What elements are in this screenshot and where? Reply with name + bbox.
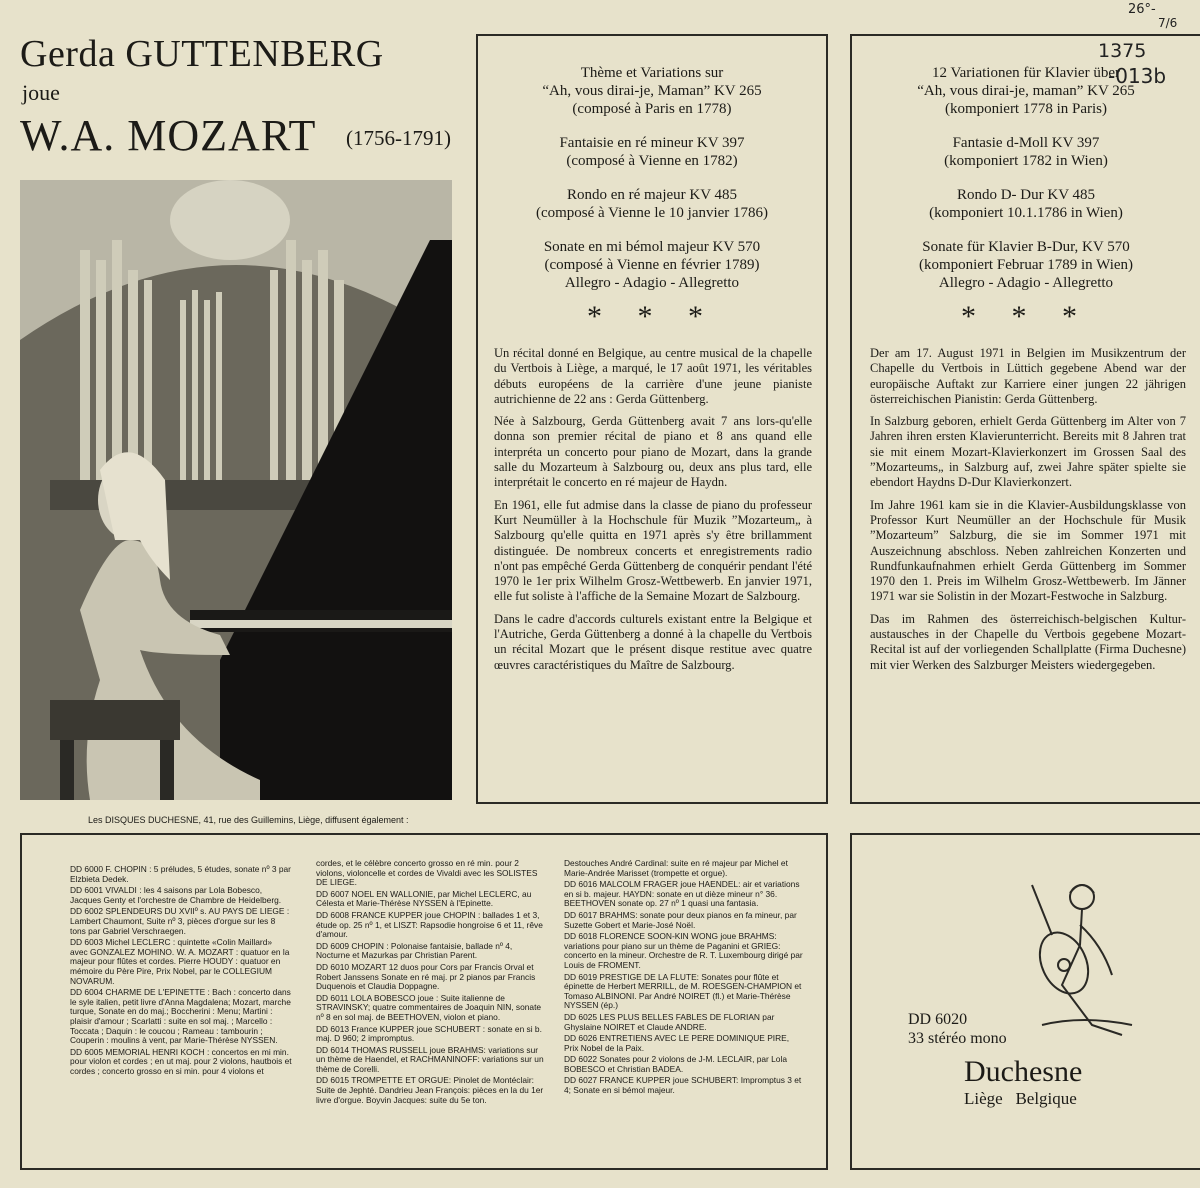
guitar-player-illustration — [1022, 875, 1142, 1045]
piece-title: Fantaisie en ré mineur KV 397 — [559, 135, 745, 151]
piece-date: (komponiert Februar 1789 in Wien) — [918, 257, 1134, 273]
piece-title: Sonate für Klavier B-Dur, KV 570 — [922, 239, 1130, 255]
catalog-entry: DD 6018 FLORENCE SOON-KIN WONG joue BRAHMS: variations pour piano sur un thème de Paganini et GRIEG: concerto en la mineur. Orchestre de R. T. Luxembourg dirigé par Louis de FROMENT. — [564, 931, 803, 970]
piece-title: 12 Variationen für Klavier über — [932, 65, 1120, 81]
catalog-column-1 — [70, 865, 292, 1078]
french-piece-1 — [492, 64, 812, 118]
catalog-entry: DD 6013 France KUPPER joue SCHUBERT : sonate en si b. maj. D 960; 2 impromptus. — [316, 1023, 542, 1044]
french-paragraph-4: Dans le cadre d'accords culturels existant entre la Belgique et l'Autriche, Gerda Güttenberg a donné à la chapelle du Vertbois un récital Mozart que le présent disque restitue avec quatre œuvres caractéristiques du Maître de Salzbourg. — [494, 611, 812, 672]
german-piece-4 — [866, 238, 1186, 292]
german-paragraph-2: In Salzburg geboren, erhielt Gerda Güttenberg im Alter von 7 Jahren ihren ersten Klavierunterricht. Bereits mit 8 Jahren trat sie mit einem Mozart-Klavierkonzert im Grossen Saal des ”Mozarteums„ in Salzburg auf, zwei Jahre später spielte sie ebendort Haydns D-Dur Klavierkonzert. — [870, 414, 1186, 490]
label-box — [850, 833, 1200, 1170]
stars-divider: * * * — [587, 300, 717, 333]
composer-name: W.A. MOZART — [20, 111, 317, 160]
french-piece-2 — [492, 134, 812, 170]
catalog-entry: Destouches André Cardinal: suite en ré majeur par Michel et Marie-Andrée Marisset (trompette et orgue). — [564, 858, 788, 878]
piece-subtitle: “Ah, vous dirai-je, Maman” KV 265 — [542, 83, 762, 99]
brand-location: Liège Belgique — [964, 1089, 1077, 1108]
piece-title: Thème et Variations sur — [580, 65, 724, 81]
piece-date: (composé à Paris en 1778) — [572, 101, 732, 117]
piece-title: Fantasie d-Moll KV 397 — [952, 135, 1100, 151]
catalog-entry: DD 6000 F. CHOPIN : 5 préludes, 5 études, sonate nº 3 par Elzbieta Dedek. — [70, 864, 291, 884]
catalog-entry: DD 6002 SPLENDEURS DU XVIIº s. AU PAYS DE LIEGE : Lambert Chaumont, Suite nº 3, pièces d'orgue sur les 8 tons par Gabriel Verschraegen. — [70, 906, 290, 936]
piece-movements: Allegro - Adagio - Allegretto — [564, 275, 740, 291]
catalog-entry: DD 6009 CHOPIN : Polonaise fantaisie, ballade nº 4, Nocturne et Mazurkas par Christian Parent. — [316, 940, 513, 961]
german-piece-3 — [866, 186, 1186, 222]
catalog-entry: DD 6015 TROMPETTE ET ORGUE: Pinolet de Montéclair: Suite de Jephté. Dandrieu Jean François: pièces en la du 1er livre d'orgue. Boyvin Jacques: suite du 5e ton. — [316, 1075, 544, 1105]
piece-title: Sonate en mi bémol majeur KV 570 — [543, 239, 761, 255]
catalog-entry: DD 6025 LES PLUS BELLES FABLES DE FLORIAN par Ghyslaine NOIRET et Claude ANDRE. — [564, 1011, 775, 1032]
french-paragraph-3: En 1961, elle fut admise dans la classe de piano du professeur Kurt Neumüller à la Hochschule für Muzik ”Mozarteum„ à Salzbourg qu'elle quitta en 1971 après s'y être brillamment distinguée. De nombreux concerts et enregistrements radio n'ont pas empêché Gerda Güttenberg de conquérir pendant l'été 1970 le 1er prix Wilhelm Grosz-Wettbewerb. En janvier 1971, elle fut soliste à l'affiche de la Semaine Mozart de Salzbourg. — [494, 497, 812, 604]
catalog-entry: DD 6010 MOZART 12 duos pour Cors par Francis Orval et Robert Janssens Sonate en ré maj. pr 2 pianos par Francis Duquenois et Claudia Doppagne. — [316, 961, 536, 992]
catalog-entry: DD 6008 FRANCE KUPPER joue CHOPIN : ballades 1 et 3, étude op. 25 nº 1, et LISZT: Rapsodie hongroise 6 et 11, rêve d'amour. — [316, 909, 543, 940]
german-notes-box — [850, 34, 1200, 804]
piece-date: (composé à Vienne en février 1789) — [544, 257, 760, 273]
piece-date: (komponiert 1778 in Paris) — [944, 101, 1108, 117]
piece-date: (komponiert 1782 in Wien) — [944, 153, 1108, 169]
handwritten-note-c: 1375 — [1098, 40, 1147, 62]
piece-movements: Allegro - Adagio - Allegretto — [938, 275, 1114, 291]
catalog-entry: DD 6019 PRESTIGE DE LA FLUTE: Sonates pour flûte et épinette de Herbert MERRILL, de M. ROESGEN-CHAMPION et Tomaso ALBINONI. Par André NOIRET (fl.) et Marie-Thérèse NYSSEN (ép.) — [564, 971, 802, 1011]
catalog-column-2 — [316, 859, 546, 1107]
piece-title: Rondo en ré majeur KV 485 — [566, 187, 738, 203]
composer-dates: (1756-1791) — [346, 126, 451, 150]
piece-subtitle: “Ah, vous dirai-je, maman” KV 265 — [917, 83, 1135, 99]
catalog-entry: DD 6014 THOMAS RUSSELL joue BRAHMS: variations sur un thème de Haendel, et RACHMANINOFF: variations sur un thème de Corelli. — [316, 1044, 544, 1074]
handwritten-note-d: -013b — [1108, 64, 1167, 88]
catalog-entry: DD 6027 FRANCE KUPPER joue SCHUBERT: Impromptus 3 et 4; Sonate en si bémol majeur. — [564, 1075, 802, 1096]
catalog-entry: DD 6017 BRAHMS: sonate pour deux pianos en fa mineur, par Suzette Gobert et Marie-José Noël. — [564, 909, 797, 930]
piece-date: (komponiert 10.1.1786 in Wien) — [929, 205, 1123, 221]
piece-title: Rondo D- Dur KV 485 — [956, 187, 1096, 203]
handwritten-note-b: 7/6 — [1158, 16, 1178, 30]
catalog-entry: DD 6003 Michel LECLERC : quintette «Colin Maillard» avec GONZALEZ MOHINO. W. A. MOZART : quatuor en la majeur pour flûtes et cordes. Pierre HOUDY : quatuor en mémoire du Père Pire, Prix Nobel, par le COLLEGIUM NOVARUM. — [70, 937, 290, 986]
piece-date: (composé à Vienne le 10 janvier 1786) — [535, 205, 769, 221]
german-paragraph-1: Der am 17. August 1971 in Belgien im Musikzentrum der Chapelle du Vertbois in Lüttich gegebene Abend war der europäische Auftakt zur Karriere einer jungen 22 jährigen österreichischen Pianistin: Gerda Güttenberg. — [870, 346, 1186, 406]
format-text: 33 stéréo mono — [908, 1030, 1007, 1047]
catalog-entry: DD 6016 MALCOLM FRAGER joue HAENDEL: air et variations en si b. majeur. HAYDN: sonate en ut dièze mineur n° 36. BEETHOVEN sonate op. 27 nº 1 quasi una fantasia. — [564, 879, 800, 909]
catalog-number: DD 6020 — [908, 1011, 968, 1028]
pianist-photo — [20, 180, 452, 800]
catalog-box — [20, 833, 828, 1170]
german-piece-2 — [866, 134, 1186, 170]
stars-divider: * * * — [961, 300, 1091, 333]
handwritten-note-a: 26°- — [1128, 2, 1156, 17]
catalog-entry: DD 6005 MEMORIAL HENRI KOCH : concertos en mi min. pour violon et cordes ; en ut maj. pour 2 violons, hautbois et cordes ; concerto grosso en si min. pour 4 violons et — [70, 1046, 292, 1076]
catalog-entry: cordes, et le célèbre concerto grosso en ré min. pour 2 violons, violoncelle et cordes de Vivaldi avec les SOLISTES DE LIEGE. — [316, 858, 538, 888]
catalog-column-3 — [564, 859, 804, 1098]
german-paragraph-3: Im Jahre 1961 kam sie in die Klavier-Ausbildungsklasse von Professor Kurt Neumüller an der Hochschule für Musik ”Mozarteum” Salzburg, die sie im Sommer 1971 mit Auszeichnung abschloss. Neben zahlreichen Konzerten und Rundfunkaufnahmen erhielt Gerda Güttenberg im Sommer 1970 den 1. Preis im Wilhelm Grosz-Wettbewerb. Im Jänner 1971 war sie Solistin in der Mozart-Festwoche in Salzburg. — [870, 497, 1186, 604]
brand-logo: Duchesne — [964, 1055, 1083, 1088]
french-notes-box — [476, 34, 828, 804]
catalog-entry: DD 6007 NOEL EN WALLONIE, par Michel LECLERC, au Célesta et Marie-Thérèse NYSSEN à l'Epinette. — [316, 888, 532, 909]
french-paragraph-2: Née à Salzbourg, Gerda Güttenberg avait 7 ans lors-qu'elle donna son premier récital de piano et 8 ans quand elle interpréta un concerto pour piano de Mozart, dans la grande salle du Mozarteum à Salzbourg ou, deux ans plus tard, elle interprétait le concerto en ré majeur de Haydn. — [494, 414, 812, 490]
joue-text: joue — [22, 80, 60, 105]
piece-date: (composé à Vienne en 1782) — [566, 153, 738, 169]
french-piece-3 — [492, 186, 812, 222]
catalog-entry: DD 6022 Sonates pour 2 violons de J-M. LECLAIR, par Lola BOBESCO et Christian BADEA. — [564, 1054, 787, 1074]
catalog-entry: DD 6011 LOLA BOBESCO joue : Suite italienne de STRAVINSKY; quatre commentaires de Joaquin NIN, sonate nº 8 en sol maj. de BEETHOVEN, violon et piano. — [316, 992, 542, 1022]
french-piece-4 — [492, 238, 812, 292]
french-paragraph-1: Un récital donné en Belgique, au centre musical de la chapelle du Vertbois à Liège, a marqué, le 17 août 1971, les véritables débuts européens de la carrière d'une jeune pianiste autrichienne de 22 ans : Gerda Güttenberg. — [494, 346, 812, 406]
catalog-caption: Les DISQUES DUCHESNE, 41, rue des Guillemins, Liège, diffusent également : — [88, 815, 409, 825]
catalog-entry: DD 6001 VIVALDI : les 4 saisons par Lola Bobesco, Jacques Genty et l'orchestre de Chambre de Heidelberg. — [70, 885, 282, 905]
german-piece-1 — [866, 64, 1186, 118]
german-paragraph-4: Das im Rahmen des österreichisch-belgischen Kultur-austausches in der Chapelle du Vertbois gegebene Mozart-Recital ist auf der vorliegenden Schallplatte (Firma Duchesne) mit vier Werken des Salzburger Meisters wiedergegeben. — [870, 611, 1186, 672]
catalog-entry: DD 6004 CHARME DE L'EPINETTE : Bach : concerto dans le syle italien, petit livre d'Anna Magdalena; Mozart, marche turque, Sonate en do maj.; Boccherini : Menu; Martini : plaisir d'amour ; Scarlatti : suite en sol maj. ; Marcello : Toccata ; Daquin : le coucou ; Rameau : tambourin ; Couperin : moulins à vent, par Marie-Thérèse NYSSEN. — [70, 987, 291, 1046]
artist-name: Gerda GUTTENBERG — [20, 33, 384, 75]
catalog-entry: DD 6026 ENTRETIENS AVEC LE PERE DOMINIQUE PIRE, Prix Nobel de la Paix. — [564, 1033, 790, 1053]
